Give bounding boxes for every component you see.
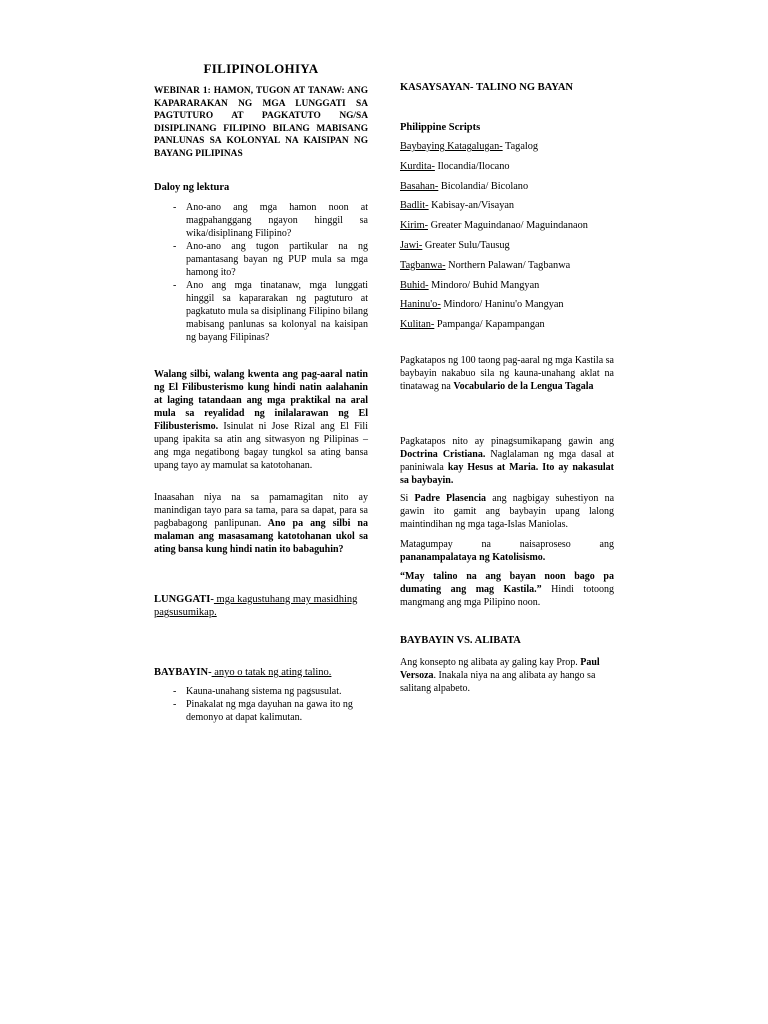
script-region: Ilocandia/Ilocano [434, 160, 510, 172]
webinar-heading: WEBINAR 1: HAMON, TUGON AT TANAW: ANG KAPARARAKAN NG MGA LUNGGATI SA PAGTUTURO AT PAGKATUTO NG/SA DISIPLINANG FILIPINO BILANG MABISANG PANLUNAS SA KOLONYAL NA KAISIPAN NG BAYANG PILIPINAS [154, 86, 368, 159]
daloy-section [154, 181, 368, 344]
script-name: Jawi- [400, 239, 423, 251]
filibusterismo-paragraph [154, 368, 368, 472]
document-title: FILIPINOLOHIYA [203, 61, 319, 76]
inaasahan-paragraph [154, 491, 368, 556]
kasaysayan-heading: KASAYSAYAN- TALINO NG BAYAN [400, 82, 574, 93]
baybayin-definition [154, 666, 368, 679]
script-name: Haninu'o- [400, 299, 441, 311]
script-name: Kirim- [400, 220, 429, 232]
inaasahan-bold: Ano pa ang silbi na malaman ang masasamang katotohanan ukol sa ating bansa kung hindi natin ito babaguhin? [154, 518, 368, 555]
inaasahan-normal: Inaasahan niya na sa pamamagitan nito ay manindigan tayo para sa tama, para sa dapat, para sa pagbabagong panlipunan. [154, 492, 368, 529]
script-item [400, 239, 614, 259]
script-region: Mindoro/ Buhid Mangyan [428, 279, 540, 291]
plasencia-paragraph [400, 492, 614, 531]
plasencia-b1: Padre Plasencia [414, 493, 487, 504]
baybayin-vs-heading: BAYBAYIN VS. ALIBATA [400, 635, 521, 646]
script-name: Buhid- [400, 279, 429, 291]
filibusterismo-normal: Isinulat ni Jose Rizal ang El Fili upang ipakita sa atin ang sitwasyon ng Pilipinas – ang mga negatibong bagay tungkol sa ating bansa upang tayo ay mamulat sa katotohanan. [154, 421, 368, 471]
scripts-list [400, 140, 614, 338]
talino-quote-bold: “May talino na ang bayan noon bago pa dumating ang mag Kastila.” [400, 571, 614, 595]
script-name: Basahan- [400, 180, 439, 192]
alibata-b1: Paul Versoza [400, 657, 600, 681]
baybayin-item: - Pinakalat ng mga dayuhan na gawa ito ng demonyo at dapat kalimutan. [154, 698, 368, 724]
script-item [400, 160, 614, 180]
script-region: Greater Sulu/Tausug [422, 239, 510, 251]
baybayin-item: - Kauna-unahang sistema ng pagsusulat. [154, 685, 368, 698]
baybayin-vs-section [400, 634, 614, 695]
script-item [400, 298, 614, 318]
script-region: Pampanga/ Kapampangan [434, 319, 545, 331]
filibusterismo-bold: Walang silbi, walang kwenta ang pag-aaral natin ng El Filibusterismo kung hindi natin aalahanin at laging tatandaan ang mga praktikal na aral mula sa reyalidad ng inilalarawan ng El Filibusterismo. [154, 369, 368, 432]
daloy-item: - Ano-ano ang tugon partikular na ng pamantasang bayan ng PUP mula sa mga hamong ito? [154, 240, 368, 279]
script-item [400, 199, 614, 219]
plasencia-p1: Si [400, 493, 415, 504]
plasencia-p2: ang nagbigay suhestiyon na gawin ito gamit ang baybayin upang lalong maintindihan ng mga taga-Islas Maniolas. [400, 493, 615, 530]
pagkatapos1-bold: Vocabulario de la Lengua Tagala [453, 381, 594, 392]
baybayin-list [154, 685, 368, 724]
alibata-paragraph [400, 656, 614, 695]
script-name: Baybaying Katagalugan- [400, 141, 503, 152]
daloy-item: - Ano ang mga tinatanaw, mga lunggati hinggil sa kapararakan ng pagtuturo at pagkatuto mula sa disiplinang Filipino bilang mabisang panlunas sa kolonyal na kaisipan ng bayang Filipinas? [154, 279, 368, 344]
baybayin-meaning: anyo o tatak ng ating talino. [211, 667, 332, 678]
script-item [400, 318, 614, 338]
alibata-p1: Ang konsepto ng alibata ay galing kay Prop. [400, 657, 581, 668]
pagkatapos2-b2: kay Hesus at Maria. Ito ay nakasulat sa baybayin. [400, 462, 615, 486]
scripts-section [400, 121, 614, 338]
script-region: Mindoro/ Haninu'o Mangyan [440, 299, 564, 311]
script-name: Kurdita- [400, 160, 435, 172]
daloy-heading: Daloy ng lektura [154, 182, 230, 193]
script-region: Kabisay-an/Visayan [428, 200, 515, 212]
script-region: Tagalog [502, 141, 539, 152]
baybayin-section [154, 666, 368, 724]
lunggati-definition [154, 593, 368, 619]
script-region: Northern Palawan/ Tagbanwa [445, 259, 571, 271]
talino-quote-normal: Hindi totoong mangmang ang mga Pilipino noon. [400, 584, 614, 608]
baybayin-term: BAYBAYIN- [154, 667, 212, 678]
matagumpay-b1: pananampalataya ng Katolisismo. [400, 552, 546, 563]
script-item [400, 140, 614, 160]
script-item [400, 219, 614, 239]
doctrina-paragraph [400, 435, 614, 487]
pagkatapos2-p2: Naglalaman ng mga dasal at paniniwala [400, 449, 614, 473]
daloy-item: - Ano-ano ang mga hamon noon at magpahanggang ngayon hinggil sa wika/disiplinang Filipino? [154, 201, 368, 240]
daloy-list [154, 201, 368, 344]
script-region: Greater Maguindanao/ Maguindanaon [428, 220, 588, 232]
script-name: Badlit- [400, 200, 429, 212]
alibata-p2: . Inakala niya na ang alibata ay hango sa salitang alpabeto. [400, 670, 596, 694]
script-name: Kulitan- [400, 319, 435, 331]
lunggati-term: LUNGGATI- [154, 594, 214, 605]
script-item [400, 180, 614, 200]
scripts-heading: Philippine Scripts [400, 122, 481, 133]
script-name: Tagbanwa- [400, 259, 446, 271]
matagumpay-paragraph [400, 538, 614, 564]
lunggati-meaning: mga kagustuhang may masidhing pagsusumikap. [154, 594, 358, 618]
matagumpay-p1: Matagumpay na naisaproseso ang [400, 539, 614, 550]
script-item [400, 279, 614, 299]
pagkatapos1-normal: Pagkatapos ng 100 taong pag-aaral ng mga Kastila sa baybayin nakabuo sila ng kauna-unahang aklat na tinatawag na [400, 355, 614, 392]
pagkatapos2-p1: Pagkatapos nito ay pinagsumikapang gawin ang [400, 436, 614, 447]
pagkatapos2-b1: Doctrina Cristiana. [400, 449, 486, 460]
vocabulario-paragraph [400, 354, 614, 393]
talino-quote-paragraph [400, 570, 614, 609]
script-item [400, 259, 614, 279]
script-region: Bicolandia/ Bicolano [438, 180, 529, 192]
